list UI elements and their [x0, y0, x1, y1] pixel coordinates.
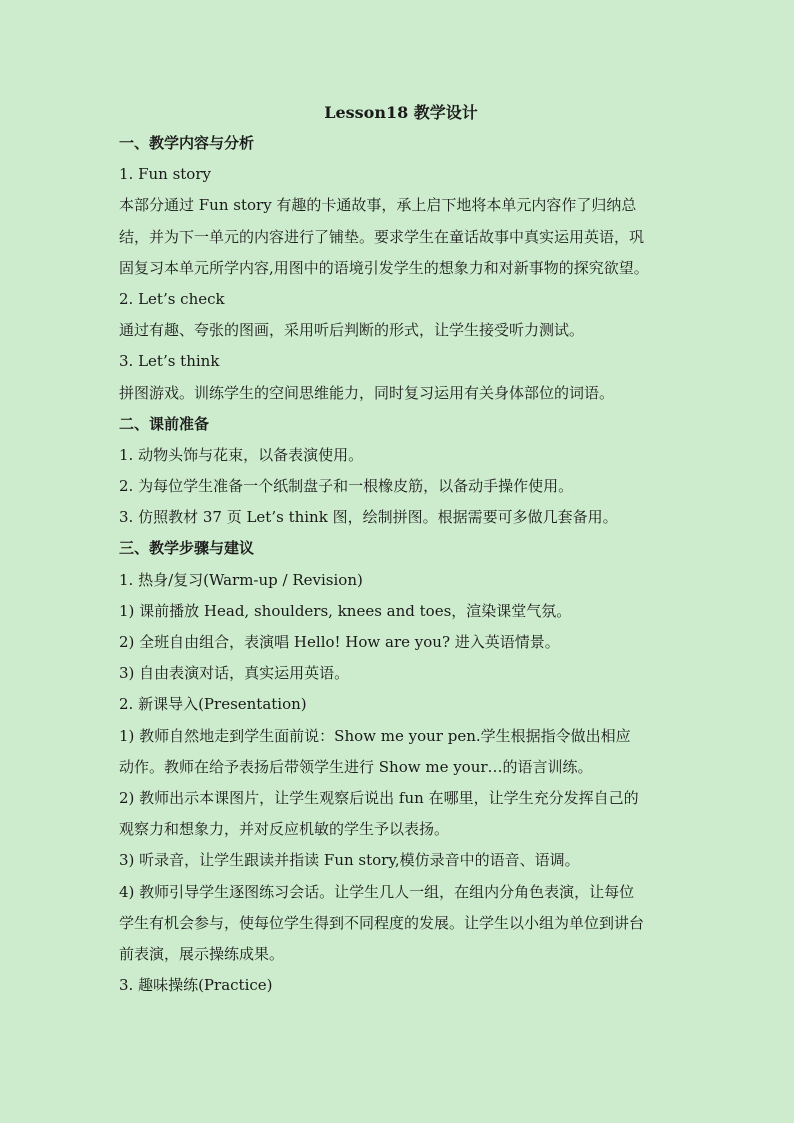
text-line: 固复习本单元所学内容,用图中的语境引发学生的想象力和对新事物的探究欲望。 — [119, 258, 649, 277]
text-line: 4) 教师引导学生逐图练习会话。让学生几人一组，在组内分角色表演，让每位 — [119, 882, 635, 901]
text-line: 1. 动物头饰与花束，以备表演使用。 — [119, 445, 364, 464]
text-line: 3. Let’s think — [119, 352, 220, 371]
text-line: 1. 热身/复习(Warm-up / Revision) — [119, 570, 363, 589]
text-line: 观察力和想象力，并对反应机敏的学生予以表扬。 — [119, 820, 450, 839]
document-title: Lesson18 教学设计 — [324, 103, 478, 122]
document-body — [119, 128, 679, 1001]
text-line: 2) 全班自由组合，表演唱 Hello! How are you? 进入英语情景。 — [119, 633, 560, 651]
text-line: 拼图游戏。训练学生的空间思维能力，同时复习运用有关身体部位的词语。 — [119, 383, 615, 402]
document-page — [119, 98, 679, 1001]
text-line: 2) 教师出示本课图片，让学生观察后说出 fun 在哪里，让学生充分发挥自己的 — [119, 788, 639, 807]
text-line: 2. 为每位学生准备一个纸制盘子和一根橡皮筋，以备动手操作使用。 — [119, 477, 574, 496]
text-line: 1) 教师自然地走到学生面前说：Show me your pen.学生根据指令做出相应 — [119, 726, 631, 745]
text-line: 通过有趣、夸张的图画，采用听后判断的形式，让学生接受听力测试。 — [119, 321, 585, 340]
text-line: 前表演，展示操练成果。 — [119, 944, 285, 963]
text-line: 2. Let’s check — [119, 289, 225, 308]
text-line: 3. 趣味操练(Practice) — [119, 976, 273, 995]
section-heading: 一、教学内容与分析 — [119, 134, 255, 152]
text-line: 1. Fun story — [119, 165, 211, 184]
text-line: 1) 课前播放 Head, shoulders, knees and toes，渲染课堂气氛。 — [119, 601, 572, 620]
text-line: 3) 自由表演对话，真实运用英语。 — [119, 664, 350, 683]
section-heading: 三、教学步骤与建议 — [119, 539, 255, 558]
text-line: 3. 仿照教材 37 页 Let’s think 图，绘制拼图。根据需要可多做几套备用。 — [119, 508, 618, 527]
section-heading: 二、课前准备 — [119, 414, 210, 433]
text-line: 2. 新课导入(Presentation) — [119, 695, 307, 714]
text-line: 动作。教师在给予表扬后带领学生进行 Show me your…的语言训练。 — [119, 757, 593, 776]
text-line: 3) 听录音，让学生跟读并指读 Fun story,模仿录音中的语音、语调。 — [119, 851, 580, 870]
text-line: 学生有机会参与，使每位学生得到不同程度的发展。让学生以小组为单位到讲台 — [119, 913, 645, 932]
text-line: 本部分通过 Fun story 有趣的卡通故事，承上启下地将本单元内容作了归纳总 — [119, 196, 637, 215]
text-line: 结，并为下一单元的内容进行了铺垫。要求学生在童话故事中真实运用英语，巩 — [119, 227, 645, 246]
